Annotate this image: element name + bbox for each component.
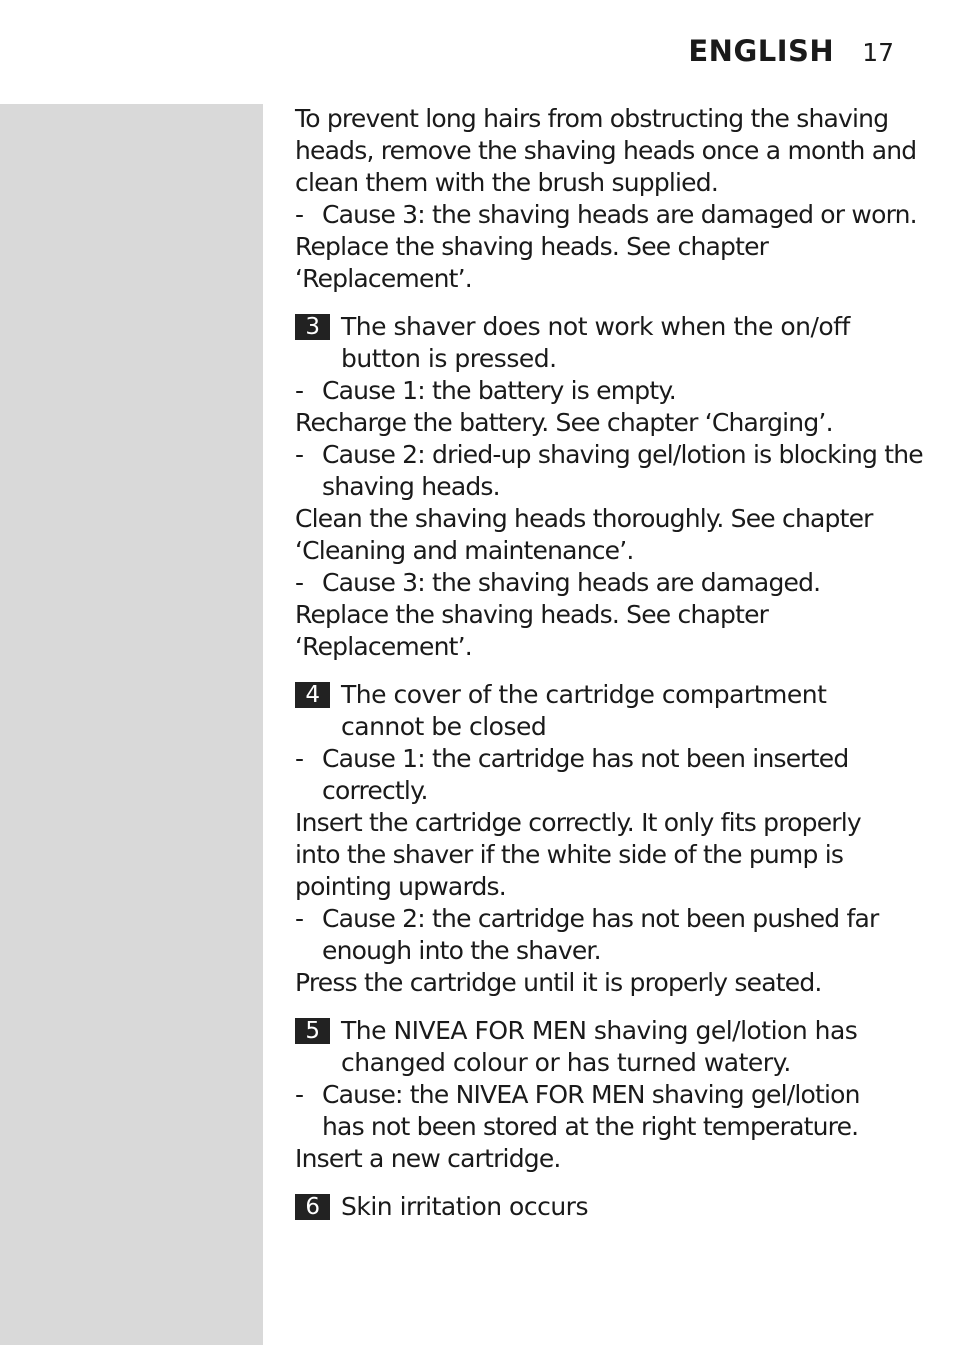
dash-bullet: - bbox=[295, 200, 304, 229]
text-line: heads, remove the shaving heads once a month and bbox=[295, 136, 917, 165]
remedy-line: Recharge the battery. See chapter ‘Charging’. bbox=[295, 408, 833, 437]
dash-bullet: - bbox=[295, 440, 304, 469]
text-line: To prevent long hairs from obstructing the shaving bbox=[295, 104, 889, 133]
section-number-badge: 4 bbox=[295, 682, 330, 708]
intro-paragraph bbox=[295, 103, 917, 199]
problem-title: The cover of the cartridge compartment cannot be closed bbox=[341, 680, 827, 741]
page-header bbox=[688, 34, 894, 68]
text-line: clean them with the brush supplied. bbox=[295, 168, 718, 197]
text-line: Replace the shaving heads. See chapter bbox=[295, 600, 769, 629]
text-line: Clean the shaving heads thoroughly. See chapter bbox=[295, 504, 873, 533]
text-line: Insert the cartridge correctly. It only fits properly bbox=[295, 808, 861, 837]
main-content bbox=[295, 103, 923, 1223]
problem-heading-5 bbox=[295, 1015, 910, 1079]
remedy-paragraph bbox=[295, 503, 910, 567]
remedy-paragraph bbox=[295, 231, 910, 295]
gray-margin-panel bbox=[0, 104, 263, 1345]
section-number-badge: 3 bbox=[295, 314, 330, 340]
cause-text: Cause 2: the cartridge has not been pushed far enough into the shaver. bbox=[322, 904, 879, 965]
dash-bullet: - bbox=[295, 744, 304, 773]
remedy-paragraph bbox=[295, 599, 910, 663]
text-line: ‘Cleaning and maintenance’. bbox=[295, 536, 634, 565]
dash-bullet: - bbox=[295, 904, 304, 933]
dash-bullet: - bbox=[295, 1080, 304, 1109]
cause-text: Cause 1: the battery is empty. bbox=[322, 376, 676, 405]
cause-text: Cause 1: the cartridge has not been inserted correctly. bbox=[322, 744, 849, 805]
cause-text: Cause 2: dried-up shaving gel/lotion is blocking the shaving heads. bbox=[322, 440, 923, 501]
cause-text: Cause 3: the shaving heads are damaged or worn. bbox=[322, 200, 917, 229]
dash-bullet: - bbox=[295, 568, 304, 597]
text-line: ‘Replacement’. bbox=[295, 264, 472, 293]
remedy-paragraph bbox=[295, 807, 910, 903]
language-label: ENGLISH bbox=[688, 34, 835, 68]
problem-heading-6 bbox=[295, 1191, 910, 1223]
remedy-line: Insert a new cartridge. bbox=[295, 1144, 561, 1173]
problem-title: The NIVEA FOR MEN shaving gel/lotion has changed colour or has turned watery. bbox=[341, 1016, 858, 1077]
text-line: ‘Replacement’. bbox=[295, 632, 472, 661]
problem-title: Skin irritation occurs bbox=[341, 1192, 588, 1221]
cause-item bbox=[295, 1079, 910, 1143]
remedy-line: Press the cartridge until it is properly seated. bbox=[295, 968, 822, 997]
text-line: into the shaver if the white side of the pump is bbox=[295, 840, 844, 869]
text-line: pointing upwards. bbox=[295, 872, 506, 901]
problem-heading-4 bbox=[295, 679, 910, 743]
problem-heading-3 bbox=[295, 311, 910, 375]
cause-item bbox=[295, 743, 910, 807]
cause-text: Cause 3: the shaving heads are damaged. bbox=[322, 568, 821, 597]
section-number-badge: 6 bbox=[295, 1194, 330, 1220]
cause-item bbox=[295, 903, 910, 967]
cause-item bbox=[295, 567, 910, 599]
problem-title: The shaver does not work when the on/off button is pressed. bbox=[341, 312, 850, 373]
cause-text: Cause: the NIVEA FOR MEN shaving gel/lotion has not been stored at the right temperature. bbox=[322, 1080, 860, 1141]
cause-item bbox=[295, 199, 917, 231]
cause-item bbox=[295, 439, 923, 503]
text-line: Replace the shaving heads. See chapter bbox=[295, 232, 769, 261]
section-number-badge: 5 bbox=[295, 1018, 330, 1044]
cause-item bbox=[295, 375, 910, 407]
page-number: 17 bbox=[862, 38, 894, 67]
dash-bullet: - bbox=[295, 376, 304, 405]
